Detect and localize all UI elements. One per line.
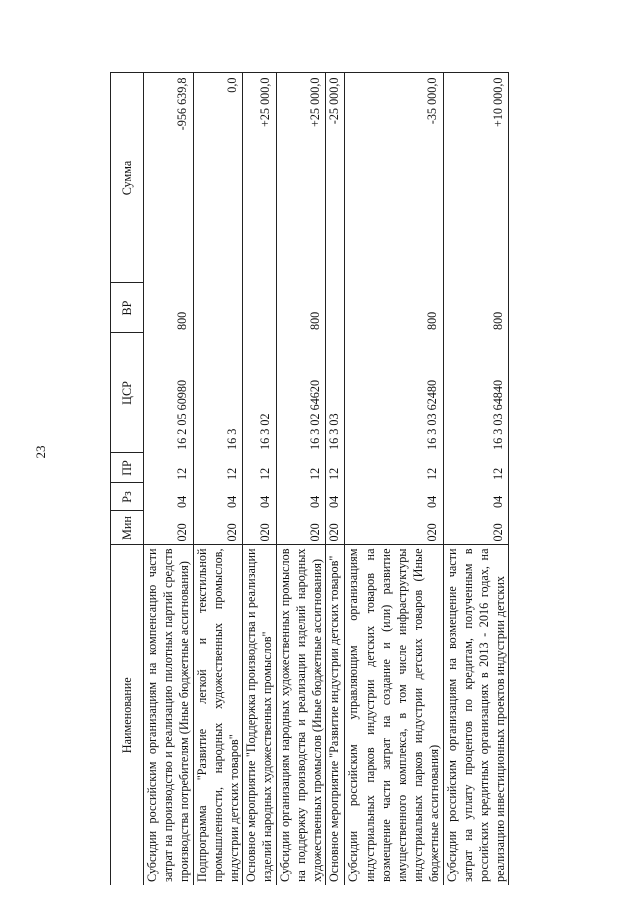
header-csr: ЦСР (111, 333, 144, 453)
row-name: Подпрограмма "Развитие легкой и текстильной промышленности, народных художественных промыслов, индустрии детских товаров" (193, 545, 243, 885)
row-min: 020 (443, 511, 509, 545)
row-pr: 12 (276, 453, 326, 483)
row-vr (326, 283, 345, 333)
row-rz: 04 (345, 483, 443, 511)
row-rz: 04 (243, 483, 276, 511)
row-name: Основное мероприятие "Развитие индустрии детских товаров" (326, 545, 345, 885)
row-pr: 12 (193, 453, 243, 483)
row-csr: 16 3 (193, 333, 243, 453)
row-vr: 800 (144, 283, 194, 333)
row-pr: 12 (443, 453, 509, 483)
row-pr: 12 (345, 453, 443, 483)
row-name: Субсидии российским управляющим организациям индустриальных парков индустрии детских товаров на возмещение части затрат на создание и (или) развитие имущественного комплекса, в том числе инфраструктуры индустриальных парков индустрии детских товаров (Иные бюджетные ассигнования) (345, 545, 443, 885)
table-row (345, 73, 443, 885)
row-pr: 12 (243, 453, 276, 483)
table-row (193, 73, 243, 885)
rotated-page (110, 73, 590, 885)
page-number: 23 (33, 445, 48, 459)
row-min: 020 (345, 511, 443, 545)
row-min: 020 (276, 511, 326, 545)
row-csr: 16 3 03 64840 (443, 333, 509, 453)
row-csr: 16 3 02 (243, 333, 276, 453)
row-csr: 16 3 03 62480 (345, 333, 443, 453)
row-name: Субсидии российским организациям на возмещение части затрат на уплату процентов по кредитам, полученным в российских кредитных организациях в 2013 - 2016 годах, на реализацию инвестиционных проектов индустрии детских (443, 545, 509, 885)
header-sum: Сумма (111, 73, 144, 283)
row-sum: -956 639,8 (144, 73, 194, 283)
row-min: 020 (326, 511, 345, 545)
row-min: 020 (243, 511, 276, 545)
row-min: 020 (144, 511, 194, 545)
row-pr: 12 (144, 453, 194, 483)
row-pr: 12 (326, 453, 345, 483)
table-row (144, 73, 194, 885)
row-vr: 800 (443, 283, 509, 333)
header-min: Мин (111, 511, 144, 545)
row-rz: 04 (144, 483, 194, 511)
header-rz: Рз (111, 483, 144, 511)
row-sum: -25 000,0 (326, 73, 345, 283)
table-row (443, 73, 509, 885)
table-row (276, 73, 326, 885)
row-sum: +25 000,0 (276, 73, 326, 283)
row-vr: 800 (276, 283, 326, 333)
row-sum: -35 000,0 (345, 73, 443, 283)
row-rz: 04 (326, 483, 345, 511)
header-name: Наименование (111, 545, 144, 885)
header-pr: ПР (111, 453, 144, 483)
row-vr (243, 283, 276, 333)
row-name: Субсидии российским организациям на компенсацию части затрат на производство и реализацию пилотных партий средств производства потребителям (Иные бюджетные ассигнования) (144, 545, 194, 885)
row-sum: 0,0 (193, 73, 243, 283)
row-vr: 800 (345, 283, 443, 333)
table-row (326, 73, 345, 885)
row-rz: 04 (276, 483, 326, 511)
row-sum: +25 000,0 (243, 73, 276, 283)
row-vr (193, 283, 243, 333)
row-csr: 16 2 05 60980 (144, 333, 194, 453)
row-min: 020 (193, 511, 243, 545)
row-csr: 16 3 03 (326, 333, 345, 453)
header-vr: ВР (111, 283, 144, 333)
budget-table (110, 73, 509, 886)
table-header-row (111, 73, 144, 885)
row-name: Основное мероприятие "Поддержка производства и реализации изделий народных художественных промыслов" (243, 545, 276, 885)
row-name: Субсидии организациям народных художественных промыслов на поддержку производства и реализации изделий народных художественных промыслов (Иные бюджетные ассигнования) (276, 545, 326, 885)
row-rz: 04 (443, 483, 509, 511)
row-csr: 16 3 02 64620 (276, 333, 326, 453)
row-sum: +10 000,0 (443, 73, 509, 283)
row-rz: 04 (193, 483, 243, 511)
table-row (243, 73, 276, 885)
